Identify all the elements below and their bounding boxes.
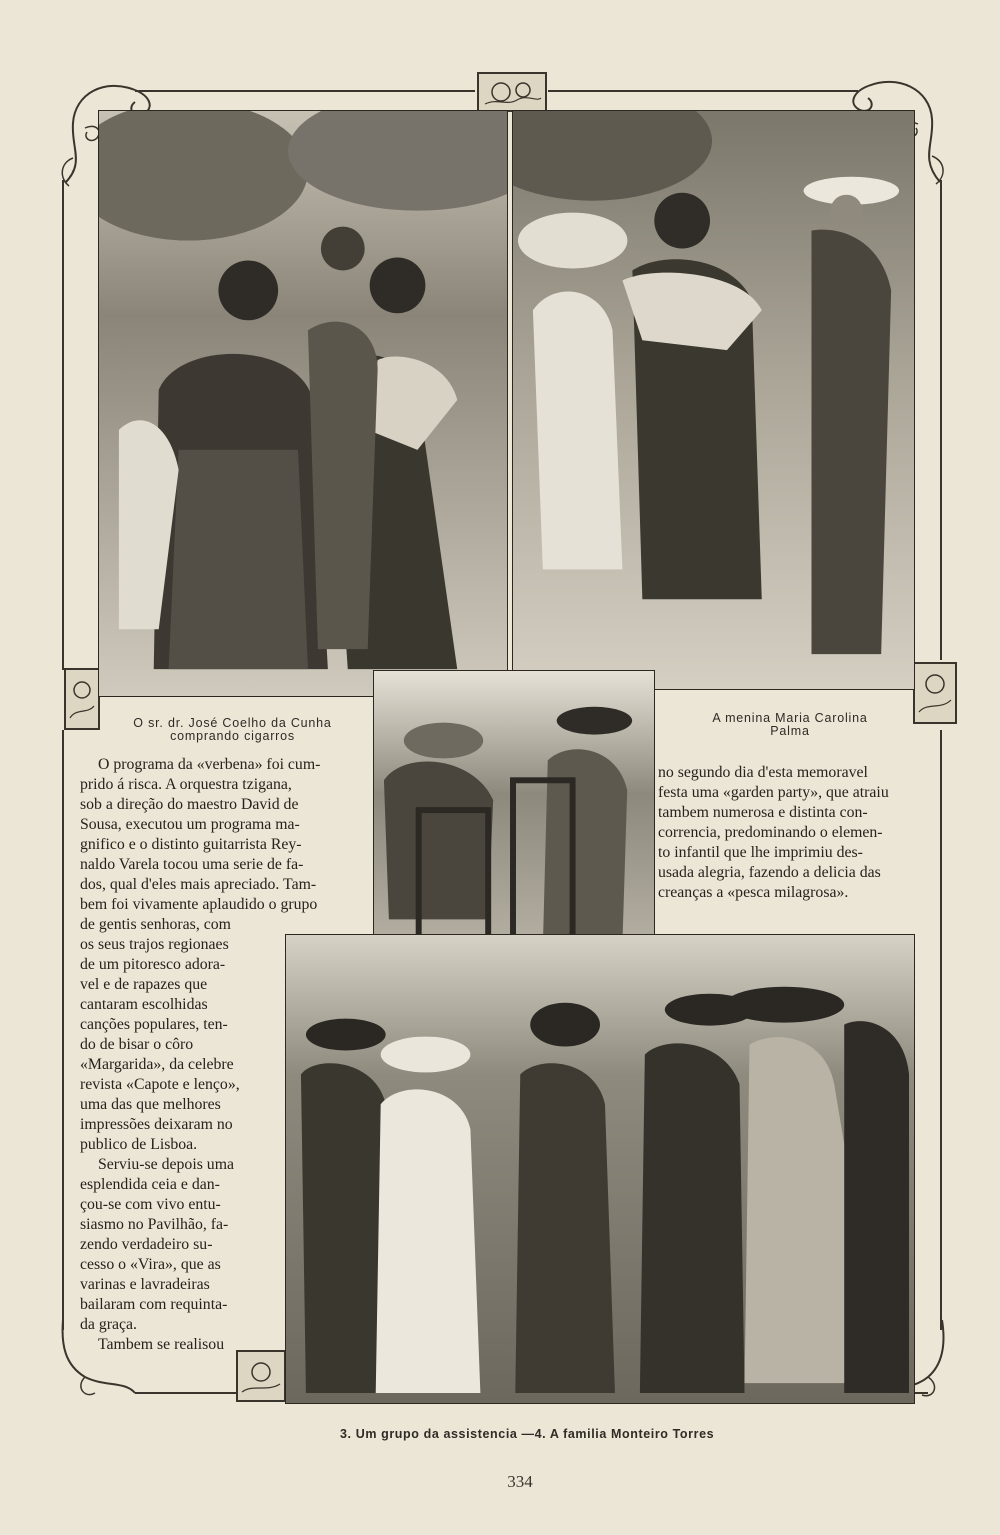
article-line: revista «Capote e lenço», xyxy=(80,1076,240,1093)
photo-group-audience-monteiro-torres-family xyxy=(285,934,915,1404)
frame-top-right-line xyxy=(548,90,858,92)
article-line: creanças a «pesca milagrosa». xyxy=(658,884,849,901)
article-text-right-column xyxy=(658,763,920,903)
article-line: «Margarida», da celebre xyxy=(80,1056,234,1073)
article-line: naldo Varela tocou uma serie de fa- xyxy=(80,856,304,873)
frame-left-line xyxy=(62,180,64,670)
article-line: de um pitoresco adora- xyxy=(80,956,226,973)
caption-photo-2-line-2: Palma xyxy=(770,724,810,738)
article-line: zendo verdadeiro su- xyxy=(80,1236,213,1253)
page-number: 334 xyxy=(507,1472,533,1491)
article-line: siasmo no Pavilhão, fa- xyxy=(80,1216,229,1233)
caption-photo-1-line-1: O sr. dr. José Coelho da Cunha xyxy=(133,716,332,730)
photo-costumed-women-selling-cigarettes xyxy=(98,110,508,697)
article-line: festa uma «garden party», que atraiu xyxy=(658,784,889,801)
article-line: usada alegria, fazendo a delicia das xyxy=(658,864,881,881)
frame-top-left-line xyxy=(135,90,475,92)
article-line: gnifico e o distinto guitarrista Rey- xyxy=(80,836,302,853)
article-line: da graça. xyxy=(80,1316,138,1333)
frame-left-lower-line xyxy=(62,730,64,1330)
article-line: bailaram com requinta- xyxy=(80,1296,228,1313)
article-line: de gentis senhoras, com xyxy=(80,916,231,933)
photo-4-image xyxy=(286,935,914,1403)
floral-tile-bottom-ornament xyxy=(236,1350,286,1402)
article-line: correncia, predominando o elemen- xyxy=(658,824,883,841)
floral-tile-right-ornament xyxy=(913,662,957,724)
article-line: prido á risca. A orquestra tzigana, xyxy=(80,776,292,793)
caption-photo-1 xyxy=(105,717,360,743)
article-line: Tambem se realisou xyxy=(98,1336,225,1353)
caption-photo-2 xyxy=(690,712,890,738)
article-line: dos, qual d'eles mais apreciado. Tam- xyxy=(80,876,317,893)
article-line: O programa da «verbena» foi cum- xyxy=(98,756,321,773)
article-line: cesso o «Vira», que as xyxy=(80,1256,221,1273)
caption-photo-2-line-1: A menina Maria Carolina xyxy=(712,711,868,725)
article-line: do de bisar o côro xyxy=(80,1036,194,1053)
article-line: cantaram escolhidas xyxy=(80,996,208,1013)
article-line: publico de Lisboa. xyxy=(80,1136,198,1153)
photo-3-image xyxy=(374,671,654,979)
caption-photos-3-4: 3. Um grupo da assistencia —4. A familia Monteiro Torres xyxy=(340,1427,715,1441)
article-line: tambem numerosa e distinta con- xyxy=(658,804,868,821)
article-line: uma das que melhores xyxy=(80,1096,221,1113)
article-line: sob a direção do maestro David de xyxy=(80,796,299,813)
article-line: canções populares, ten- xyxy=(80,1016,228,1033)
article-line: çou-se com vivo entu- xyxy=(80,1196,221,1213)
article-line: esplendida ceia e dan- xyxy=(80,1176,220,1193)
frame-right-lower-line xyxy=(940,730,942,1330)
article-line: Serviu-se depois uma xyxy=(98,1156,235,1173)
article-line: varinas e lavradeiras xyxy=(80,1276,210,1293)
floral-tile-top-ornament xyxy=(477,72,547,112)
article-text-left-column xyxy=(80,755,365,935)
article-line: os seus trajos regionaes xyxy=(80,936,229,953)
photo-2-image xyxy=(513,111,914,689)
article-line: bem foi vivamente aplaudido o grupo xyxy=(80,896,318,913)
photo-1-image xyxy=(99,111,507,696)
frame-right-line xyxy=(940,180,942,660)
article-line: impressões deixaram no xyxy=(80,1116,233,1133)
article-line: no segundo dia d'esta memoravel xyxy=(658,764,868,781)
floral-tile-left-ornament xyxy=(64,668,100,730)
caption-photo-1-line-2: comprando cigarros xyxy=(170,729,295,743)
article-line: to infantil que lhe imprimiu des- xyxy=(658,844,863,861)
photo-maria-carolina-palma xyxy=(512,110,915,690)
article-line: Sousa, executou um programa ma- xyxy=(80,816,300,833)
article-line: vel e de rapazes que xyxy=(80,976,208,993)
article-text-narrow-column xyxy=(80,935,280,1355)
